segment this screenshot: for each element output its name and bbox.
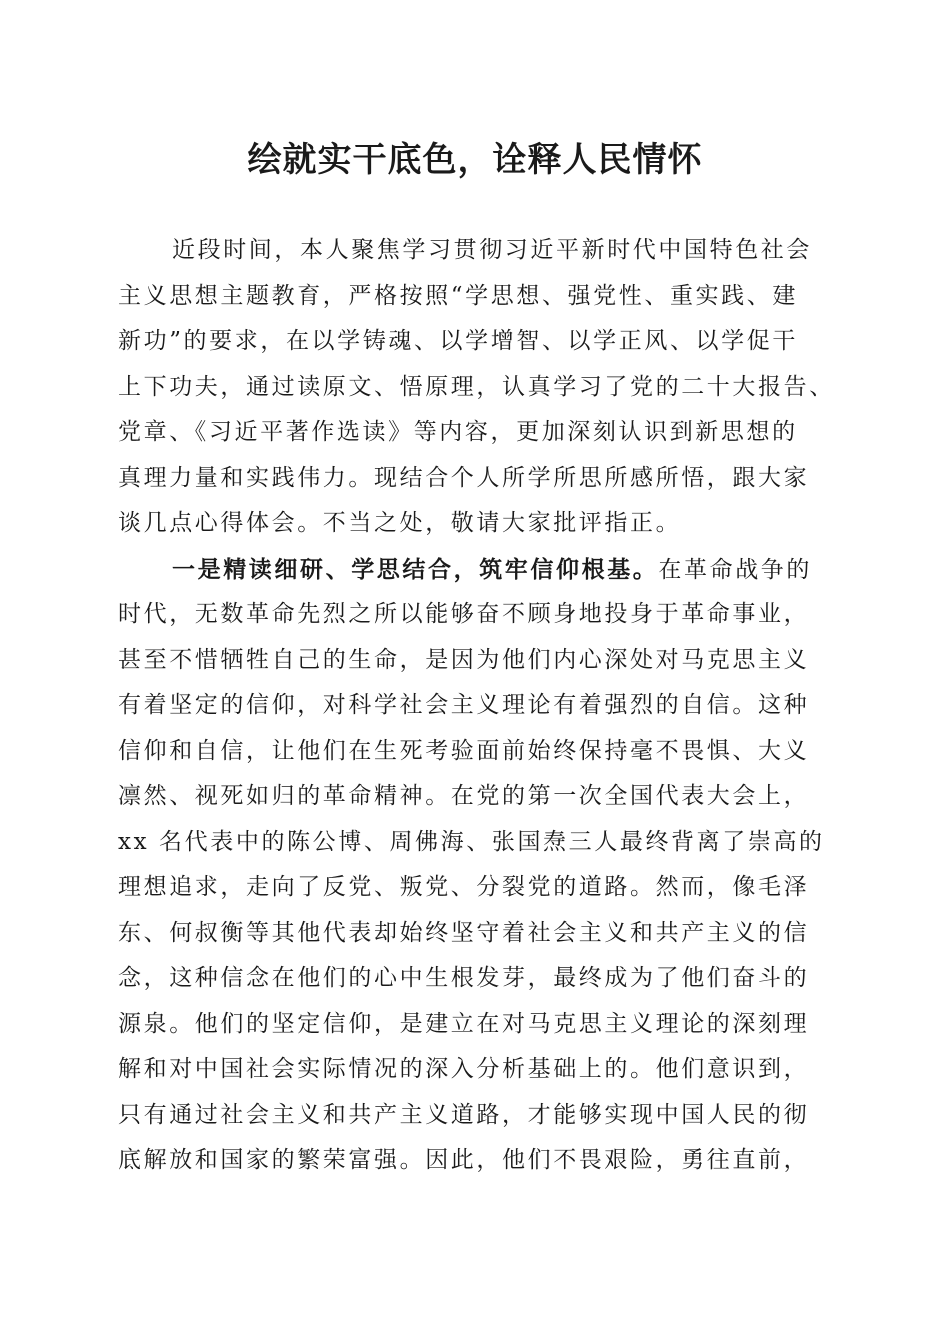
paragraph-2-line-8: 理想追求，走向了反党、叛党、分裂党的道路。然而，像毛泽 xyxy=(118,874,810,900)
paragraph-2-line-3: 甚至不惜牺牲自己的生命，是因为他们内心深处对马克思主义 xyxy=(118,646,810,673)
paragraph-2-lead-heading: 一是精读细研、学思结合，筑牢信仰根基。 xyxy=(172,555,659,583)
paragraph-2-line-7: xx 名代表中的陈公博、周佛海、张国焘三人最终背离了崇高的 xyxy=(118,828,825,855)
paragraph-2-line-2: 时代，无数革命先烈之所以能够奋不顾身地投身于革命事业， xyxy=(118,601,810,627)
paragraph-2-line-13: 只有通过社会主义和共产主义道路，才能够实现中国人民的彻 xyxy=(118,1101,810,1128)
document-title: 绘就实干底色，诠释人民情怀 xyxy=(247,140,703,180)
paragraph-2-line-6: 凛然、视死如归的革命精神。在党的第一次全国代表大会上， xyxy=(118,783,810,809)
paragraph-2-line-10: 念，这种信念在他们的心中生根发芽，最终成为了他们奋斗的 xyxy=(118,965,810,991)
paragraph-2-line-1 xyxy=(118,547,838,593)
paragraph-2-line-9: 东、何叔衡等其他代表却始终坚守着社会主义和共产主义的信 xyxy=(118,919,810,946)
paragraph-2-line-11: 源泉。他们的坚定信仰，是建立在对马克思主义理论的深刻理 xyxy=(118,1010,810,1037)
paragraph-1-line-1: 近段时间，本人聚焦学习贯彻习近平新时代中国特色社会 xyxy=(172,237,812,263)
paragraph-1-line-4: 上下功夫，通过读原文、悟原理，认真学习了党的二十大报告、 xyxy=(118,373,835,400)
paragraph-2-line-12: 解和对中国社会实际情况的深入分析基础上的。他们意识到， xyxy=(118,1056,810,1082)
document-body xyxy=(118,228,838,1184)
paragraph-1-line-5: 党章、《习近平著作选读》等内容，更加深刻认识到新思想的 xyxy=(118,419,798,445)
paragraph-1-line-7: 谈几点心得体会。不当之处，敬请大家批评指正。 xyxy=(118,510,682,536)
paragraph-1-line-3: 新功”的要求，在以学铸魂、以学增智、以学正风、以学促干 xyxy=(118,328,798,354)
paragraph-2-line-5: 信仰和自信，让他们在生死考验面前始终保持毫不畏惧、大义 xyxy=(118,737,810,764)
paragraph-2-line-4: 有着坚定的信仰，对科学社会主义理论有着强烈的自信。这种 xyxy=(118,692,810,718)
paragraph-1-line-2: 主义思想主题教育，严格按照“学思想、强党性、重实践、建 xyxy=(118,282,798,309)
paragraph-2-first-line-rest: 在革命战争的 xyxy=(658,556,813,583)
paragraph-1-line-6: 真理力量和实践伟力。现结合个人所学所思所感所悟，跟大家 xyxy=(118,464,810,491)
paragraph-2-line-14: 底解放和国家的繁荣富强。因此，他们不畏艰险，勇往直前， xyxy=(118,1147,810,1173)
